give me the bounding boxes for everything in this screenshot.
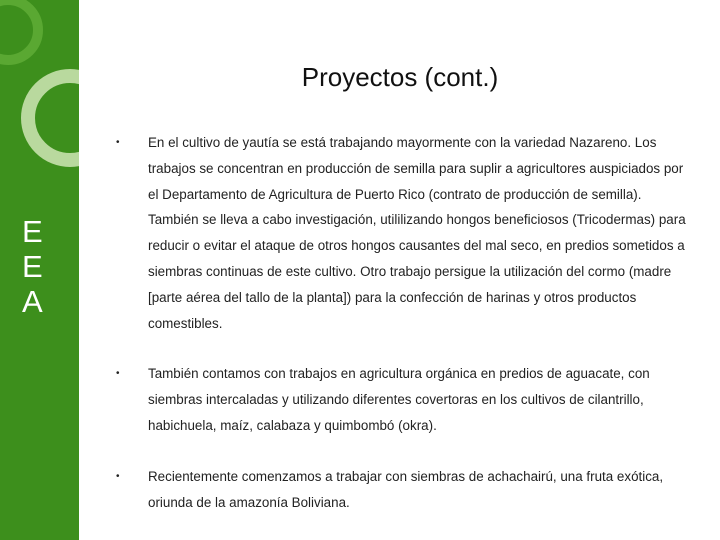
sidebar [0,0,79,540]
bullet-list [116,130,686,515]
bullet-item [116,464,686,516]
eea-letter-e1: E [22,214,43,249]
eea-letter-a: A [22,284,43,319]
bullet-dot: • [116,137,120,148]
bullet-item [116,361,686,438]
bullet-text: En el cultivo de yautía se está trabajando mayormente con la variedad Nazareno. Los trabajos se concentran en producción de semilla para suplir a agricultores auspiciados por el Departamento de Agricultura de Puerto Rico (contrato de producción de semilla). También se lleva a cabo investigación, utililizando hongos beneficiosos (Tricodermas) para reducir o evitar el ataque de otros hongos causantes del mal seco, en predios sometidos a siembras continuas de este cultivo. Otro trabajo persigue la utilización del cormo (madre [parte aérea del tallo de la planta]) para la confección de harinas y otros productos comestibles. [148,135,686,331]
eea-letter-e2: E [22,249,43,284]
bullet-text: Recientemente comenzamos a trabajar con siembras de achachairú, una fruta exótica, oriunda de la amazonía Boliviana. [148,468,664,510]
decorative-ring-large [28,76,79,160]
bullet-text: También contamos con trabajos en agricultura orgánica en predios de aguacate, con siembras intercaladas y utilizando diferentes covertoras en los cultivos de cilantrillo, habichuela, maíz, calabaza y quimbombó (okra). [148,366,650,433]
decorative-ring-top [0,0,38,60]
bullet-item [116,130,686,336]
bullet-dot: • [116,470,120,482]
slide-title: Proyectos (cont.) [301,62,499,92]
eea-label [22,214,52,319]
bullet-dot: • [116,368,120,380]
